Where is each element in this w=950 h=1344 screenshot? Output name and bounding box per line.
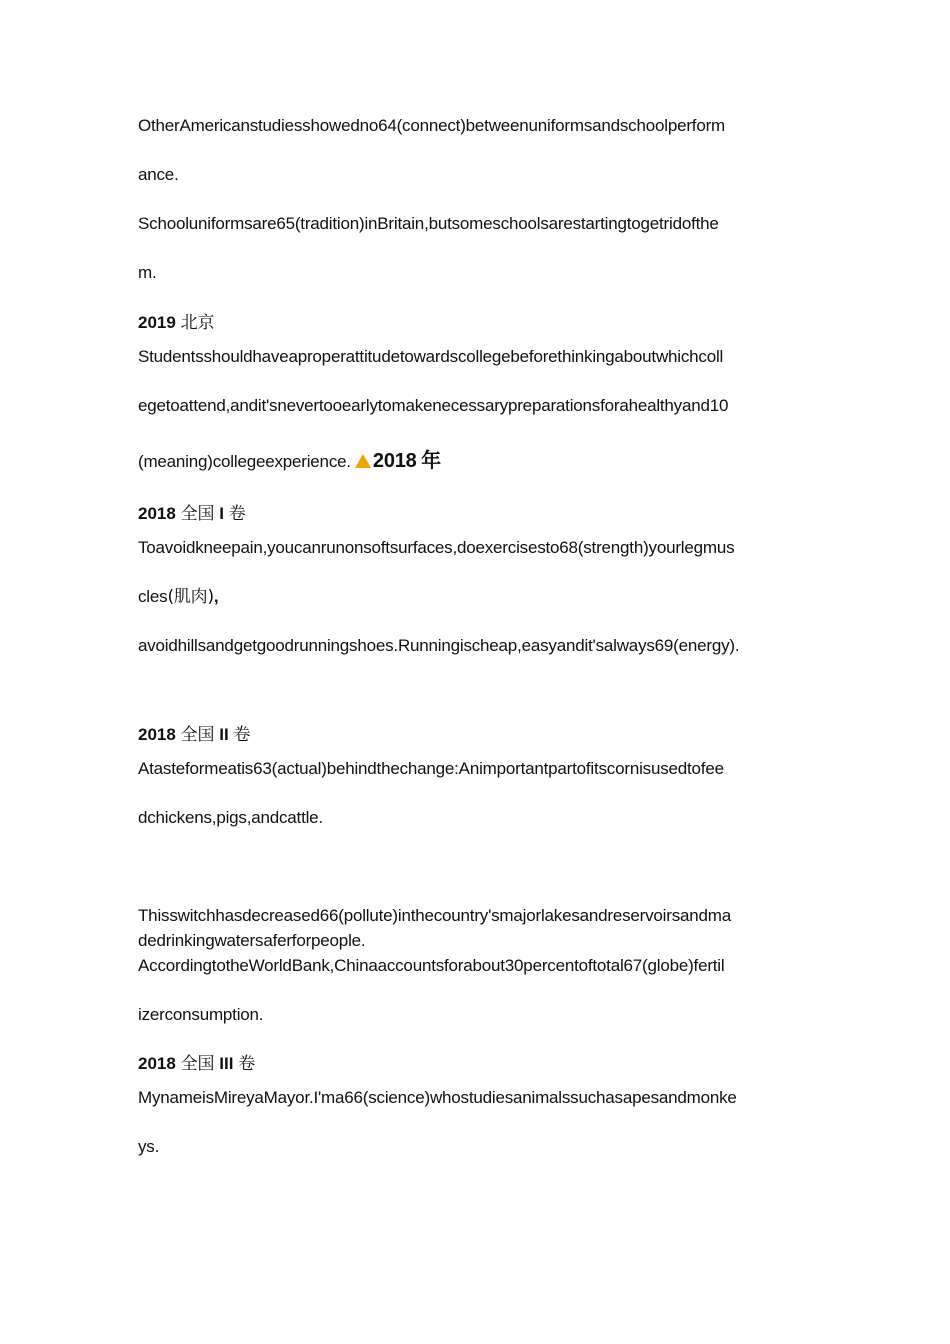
heading-place: 全国 (180, 725, 215, 745)
heading-roman: III (219, 1054, 234, 1073)
paragraph-line: AccordingtotheWorldBank,Chinaaccountsforabout30percentoftotal67(globe)fertil (138, 956, 725, 975)
paragraph-line: dedrinkingwatersaferforpeople. (138, 931, 366, 950)
paragraph-line: Studentsshouldhaveaproperattitudetowardscollegebeforethinkingaboutwhichcoll (138, 347, 724, 366)
paragraph-annotation: (肌肉) (167, 587, 214, 607)
heading-suffix: 卷 (233, 725, 251, 745)
paragraph-line: Toavoidkneepain,youcanrunonsoftsurfaces,doexercisesto68(strength)yourlegmus (138, 538, 735, 557)
heading-suffix: 卷 (238, 1054, 256, 1074)
heading-2019-beijing (138, 312, 215, 334)
paragraph-text: (meaning)collegeexperience. (138, 452, 351, 471)
paragraph-line: izerconsumption. (138, 1005, 264, 1024)
heading-suffix: 卷 (228, 504, 246, 524)
paragraph-line: egetoattend,andit'snevertooearlytomakenecessarypreparationsforahealthyand10 (138, 396, 729, 415)
paragraph-text: cles (138, 587, 168, 606)
heading-roman: I (219, 504, 225, 523)
paragraph-line (138, 586, 818, 608)
paragraph-line: dchickens,pigs,andcattle. (138, 808, 323, 827)
paragraph-punct: , (213, 587, 219, 606)
paragraph-line: Atasteformeatis63(actual)behindthechange:Animportantpartofitscornisusedtofee (138, 759, 724, 778)
paragraph-line: MynameisMireyaMayor.I'ma66(science)whostudiesanimalssuchasapesandmonke (138, 1088, 737, 1107)
triangle-icon (355, 454, 371, 468)
heading-place: 全国 (180, 504, 215, 524)
paragraph-line-with-section (138, 450, 818, 473)
heading-place: 北京 (180, 313, 215, 333)
paragraph-line: m. (138, 263, 157, 282)
heading-2018-national-3 (138, 1053, 255, 1075)
section-heading-year: 2018 (372, 450, 417, 472)
heading-year: 2018 (138, 725, 176, 744)
heading-year: 2019 (138, 313, 176, 332)
section-heading-suffix: 年 (421, 450, 441, 472)
heading-2018-national-1 (138, 503, 246, 525)
heading-2018-national-2 (138, 724, 250, 746)
paragraph-line: ance. (138, 165, 179, 184)
paragraph-line: Thisswitchhasdecreased66(pollute)inthecountry'smajorlakesandreservoirsandma (138, 906, 731, 925)
paragraph-line: Schooluniformsare65(tradition)inBritain,butsomeschoolsarestartingtogetridofthe (138, 214, 719, 233)
paragraph-line: OtherAmericanstudiesshowedno64(connect)betweenuniformsandschoolperform (138, 116, 725, 135)
heading-place: 全国 (180, 1054, 215, 1074)
heading-year: 2018 (138, 504, 176, 523)
paragraph-line: avoidhillsandgetgoodrunningshoes.Runningischeap,easyandit'salways69(energy). (138, 636, 740, 655)
heading-roman: II (219, 725, 229, 744)
paragraph-line: ys. (138, 1137, 160, 1156)
heading-year: 2018 (138, 1054, 176, 1073)
